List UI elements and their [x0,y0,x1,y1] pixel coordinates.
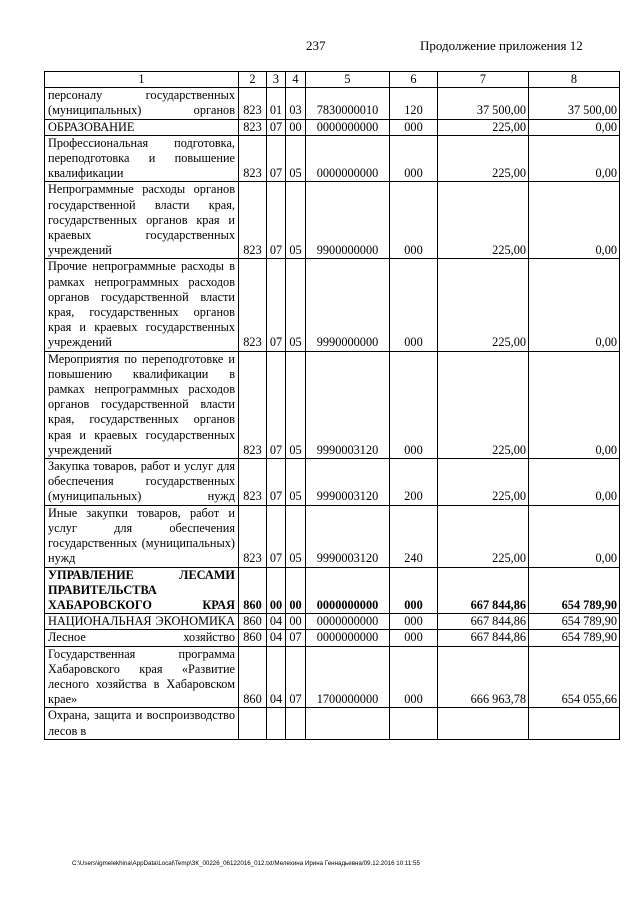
table-row [45,567,620,614]
subsection-code-cell: 05 [286,259,306,351]
subsection-code-cell: 00 [286,614,306,630]
column-header: 6 [390,72,438,88]
amount-2018-cell: 0,00 [529,182,620,259]
amount-2017-cell: 225,00 [438,119,529,135]
table-row [45,646,620,708]
table-header-row [45,72,620,88]
amount-2017-cell: 225,00 [438,135,529,182]
table-row [45,88,620,119]
row-name-cell: ОБРАЗОВАНИЕ [45,119,239,135]
target-article-cell: 0000000000 [306,614,390,630]
ved-code-cell: 823 [239,119,267,135]
target-article-cell: 9990003120 [306,351,390,458]
expense-type-cell [390,708,438,739]
file-path-footer: C:\Users\igmelekhina\AppData\Local\Temp\ЗК_00226_06122016_012.txt/Мелехина Ирина Геннадьевна/09.12.2016 10:11:55 [72,860,420,867]
subsection-code-cell: 00 [286,119,306,135]
table-row [45,708,620,739]
subsection-code-cell: 03 [286,88,306,119]
subsection-code-cell [286,708,306,739]
subsection-code-cell: 07 [286,630,306,646]
expense-type-cell: 000 [390,135,438,182]
table-row [45,182,620,259]
section-code-cell: 01 [267,88,286,119]
expense-type-cell: 000 [390,119,438,135]
target-article-cell [306,708,390,739]
target-article-cell: 9990000000 [306,259,390,351]
table-row [45,505,620,567]
amount-2018-cell: 37 500,00 [529,88,620,119]
row-name-cell: Закупка товаров, работ и услуг для обеспечения государственных (муниципальных) нужд [45,459,239,506]
section-code-cell: 00 [267,567,286,614]
target-article-cell: 0000000000 [306,630,390,646]
subsection-code-cell: 07 [286,646,306,708]
column-header: 7 [438,72,529,88]
ved-code-cell: 860 [239,630,267,646]
amount-2017-cell: 225,00 [438,459,529,506]
section-code-cell: 07 [267,182,286,259]
amount-2017-cell: 225,00 [438,351,529,458]
expense-type-cell: 000 [390,567,438,614]
column-header: 8 [529,72,620,88]
amount-2017-cell: 667 844,86 [438,630,529,646]
ved-code-cell: 823 [239,135,267,182]
table-row [45,459,620,506]
row-name-cell: НАЦИОНАЛЬНАЯ ЭКОНОМИКА [45,614,239,630]
table-row [45,614,620,630]
table-row [45,135,620,182]
target-article-cell: 9990003120 [306,459,390,506]
subsection-code-cell: 05 [286,351,306,458]
row-name-cell: УПРАВЛЕНИЕ ЛЕСАМИ ПРАВИТЕЛЬСТВА ХАБАРОВСКОГО КРАЯ [45,567,239,614]
column-header: 2 [239,72,267,88]
column-header: 5 [306,72,390,88]
target-article-cell: 7830000010 [306,88,390,119]
section-code-cell [267,708,286,739]
amount-2017-cell: 225,00 [438,505,529,567]
section-code-cell: 04 [267,630,286,646]
budget-table [44,71,620,740]
row-name-cell: Охрана, защита и воспроизводство лесов в [45,708,239,739]
expense-type-cell: 000 [390,351,438,458]
row-name-cell: Прочие непрограммные расходы в рамках непрограммных расходов органов государственной власти края, государственных органов края и краевых государственных учреждений [45,259,239,351]
section-code-cell: 07 [267,135,286,182]
amount-2017-cell: 667 844,86 [438,567,529,614]
row-name-cell: Непрограммные расходы органов государственной власти края, государственных органов края и краевых государственных учреждений [45,182,239,259]
subsection-code-cell: 05 [286,505,306,567]
expense-type-cell: 000 [390,182,438,259]
row-name-cell: Мероприятия по переподготовке и повышению квалификации в рамках непрограммных расходов органов государственной власти края, государственных органов края и краевых государственных учреждений [45,351,239,458]
row-name-cell: Лесное хозяйство [45,630,239,646]
column-header: 4 [286,72,306,88]
ved-code-cell: 823 [239,259,267,351]
column-header: 3 [267,72,286,88]
expense-type-cell: 000 [390,259,438,351]
ved-code-cell: 860 [239,614,267,630]
ved-code-cell: 823 [239,459,267,506]
ved-code-cell: 823 [239,88,267,119]
amount-2018-cell: 0,00 [529,119,620,135]
expense-type-cell: 120 [390,88,438,119]
target-article-cell: 0000000000 [306,119,390,135]
expense-type-cell: 000 [390,630,438,646]
amount-2017-cell: 666 963,78 [438,646,529,708]
table-row [45,351,620,458]
amount-2018-cell: 654 055,66 [529,646,620,708]
subsection-code-cell: 05 [286,135,306,182]
section-code-cell: 07 [267,259,286,351]
section-code-cell: 07 [267,505,286,567]
page-number: 237 [306,38,326,53]
section-code-cell: 07 [267,459,286,506]
amount-2017-cell: 225,00 [438,182,529,259]
table-row [45,259,620,351]
expense-type-cell: 000 [390,646,438,708]
row-name-cell: Иные закупки товаров, работ и услуг для обеспечения государственных (муниципальных) нужд [45,505,239,567]
row-name-cell: персоналу государственных (муниципальных) органов [45,88,239,119]
amount-2018-cell: 654 789,90 [529,614,620,630]
continuation-label: Продолжение приложения 12 [420,38,583,53]
ved-code-cell [239,708,267,739]
subsection-code-cell: 05 [286,459,306,506]
expense-type-cell: 200 [390,459,438,506]
target-article-cell: 0000000000 [306,567,390,614]
amount-2017-cell: 225,00 [438,259,529,351]
amount-2017-cell [438,708,529,739]
ved-code-cell: 823 [239,182,267,259]
column-header: 1 [45,72,239,88]
expense-type-cell: 000 [390,614,438,630]
amount-2018-cell: 0,00 [529,135,620,182]
target-article-cell: 9990003120 [306,505,390,567]
row-name-cell: Профессиональная подготовка, переподготовка и повышение квалификации [45,135,239,182]
section-code-cell: 04 [267,646,286,708]
expense-type-cell: 240 [390,505,438,567]
section-code-cell: 07 [267,351,286,458]
amount-2018-cell: 0,00 [529,459,620,506]
subsection-code-cell: 00 [286,567,306,614]
section-code-cell: 04 [267,614,286,630]
amount-2018-cell: 0,00 [529,505,620,567]
amount-2017-cell: 37 500,00 [438,88,529,119]
ved-code-cell: 860 [239,567,267,614]
amount-2018-cell: 0,00 [529,259,620,351]
subsection-code-cell: 05 [286,182,306,259]
table-row [45,119,620,135]
amount-2018-cell [529,708,620,739]
ved-code-cell: 823 [239,505,267,567]
table-row [45,630,620,646]
amount-2018-cell: 0,00 [529,351,620,458]
ved-code-cell: 860 [239,646,267,708]
amount-2017-cell: 667 844,86 [438,614,529,630]
amount-2018-cell: 654 789,90 [529,567,620,614]
target-article-cell: 1700000000 [306,646,390,708]
amount-2018-cell: 654 789,90 [529,630,620,646]
row-name-cell: Государственная программа Хабаровского края «Развитие лесного хозяйства в Хабаровском крае» [45,646,239,708]
section-code-cell: 07 [267,119,286,135]
target-article-cell: 0000000000 [306,135,390,182]
ved-code-cell: 823 [239,351,267,458]
target-article-cell: 9900000000 [306,182,390,259]
